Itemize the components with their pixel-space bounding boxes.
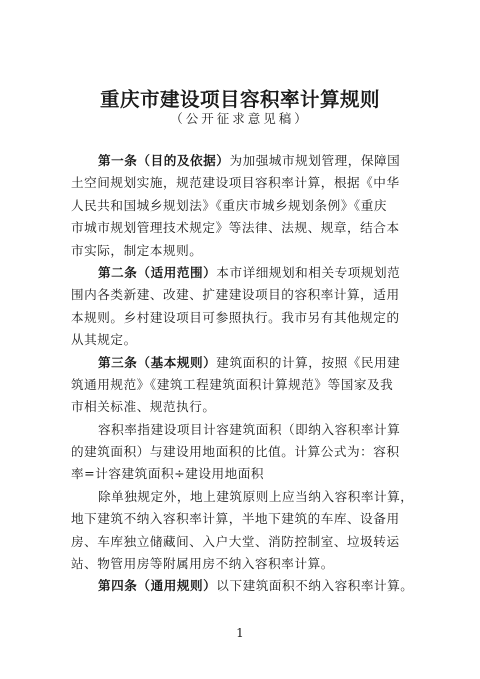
article-line: 本规则。乡村建设项目可参照执行。我市另有其他规定的	[71, 309, 400, 325]
article-line: 地下建筑不纳入容积率计算，半地下建筑的车库、设备用	[71, 511, 400, 527]
article-heading: 第一条（目的及依据）	[98, 153, 230, 168]
article-line: 市相关标准、规范执行。	[71, 399, 216, 415]
article-text: 建筑面积的计算，按照《民用建	[216, 354, 401, 370]
page-number: 1	[236, 626, 244, 640]
article-line: 除单独规定外，地上建筑原则上应当纳入容积率计算，	[98, 488, 414, 504]
article-2	[71, 262, 413, 352]
article-3	[71, 352, 413, 419]
article-line: 容积率指建设项目计容建筑面积（即纳入容积率计算	[98, 421, 401, 437]
article-line: 土空间规划实施，规范建设项目容积率计算，根据《中华	[71, 175, 400, 191]
article-heading: 第三条（基本规则）	[98, 354, 217, 370]
document-title: 重庆市建设项目容积率计算规则	[99, 88, 380, 111]
article-line: 市城市规划管理技术规定》等法律、法规、规章，结合本	[71, 220, 400, 236]
article-line: 市实际，制定本规则。	[71, 242, 203, 258]
article-line	[71, 575, 413, 597]
article-line: 的建筑面积）与建设用地面积的比值。计算公式为：容积	[71, 444, 400, 460]
article-text: 为加强城市规划管理，保障国	[229, 153, 401, 168]
article-line	[71, 352, 413, 374]
article-3-formula-paragraph	[71, 419, 413, 486]
article-4	[71, 575, 413, 597]
document-subtitle: （公开征求意见稿）	[170, 111, 310, 126]
article-line: 从其规定。	[71, 332, 137, 348]
article-1	[71, 150, 413, 262]
article-line: 人民共和国城乡规划法》《重庆市城乡规划条例》《重庆	[71, 197, 387, 213]
article-text: 以下建筑面积不纳入容积率计算。	[216, 578, 414, 594]
article-line: 房、车库独立储藏间、入户大堂、消防控制室、垃圾转运	[71, 533, 400, 549]
article-line: 率=计容建筑面积÷建设用地面积	[71, 466, 265, 482]
article-line	[71, 262, 413, 284]
article-text: 本市详细规划和相关专项规划范	[216, 264, 401, 280]
article-line: 站、物管用房等附属用房不纳入容积率计算。	[71, 556, 334, 572]
article-line	[71, 150, 413, 172]
article-heading: 第二条（适用范围）	[98, 264, 217, 280]
article-line: 围内各类新建、改建、扩建建设项目的容积率计算，适用	[71, 287, 400, 303]
article-line: 筑通用规范》《建筑工程建筑面积计算规范》等国家及我	[71, 376, 394, 392]
article-3-exclusion-paragraph	[71, 486, 413, 576]
article-heading: 第四条（通用规则）	[98, 578, 217, 594]
document-body	[71, 150, 413, 598]
